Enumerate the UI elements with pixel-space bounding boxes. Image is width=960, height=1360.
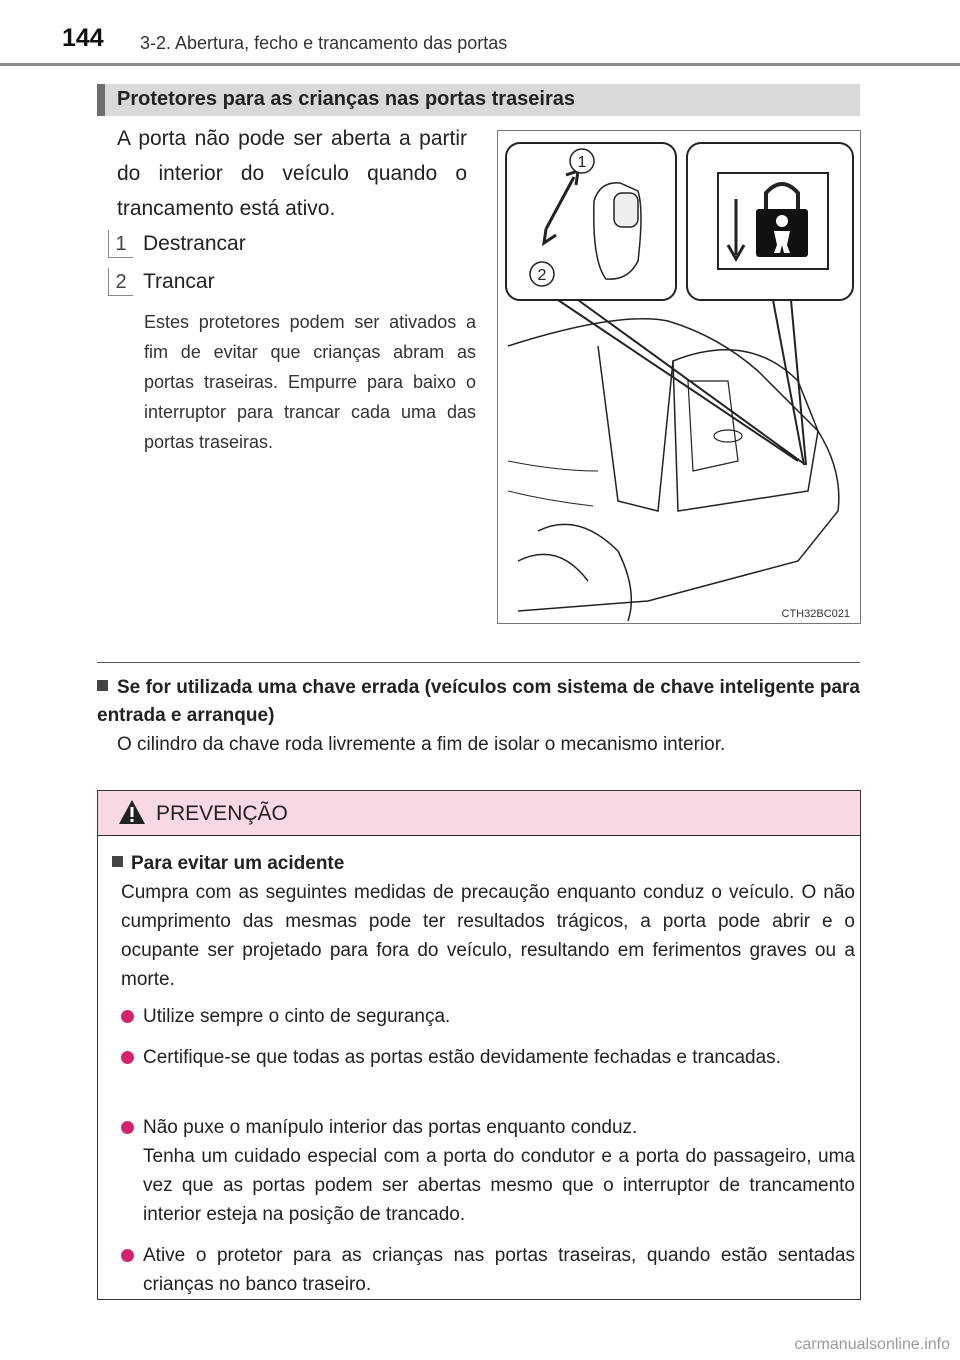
warning-subheading-text: Para evitar um acidente	[131, 853, 345, 874]
chapter-title: 3-2. Abertura, fecho e trancamento das portas	[140, 33, 508, 53]
item-number-badge: 2	[108, 268, 133, 296]
tip-body: O cilindro da chave roda livremente a fim de isolar o mecanismo interior.	[117, 734, 726, 755]
warning-bullet	[121, 1043, 855, 1072]
child-lock-illustration	[497, 130, 861, 624]
warning-title: PREVENÇÃO	[156, 802, 288, 825]
bullet-text: Ative o protetor para as crianças nas portas traseiras, quando estão sentadas crianças no banco traseiro.	[143, 1245, 855, 1295]
child-lock-icon	[718, 173, 828, 269]
header-rule	[0, 63, 960, 66]
svg-text:1: 1	[577, 154, 587, 171]
warning-triangle-icon	[118, 799, 146, 825]
warning-header	[98, 791, 860, 836]
item-number-badge: 1	[108, 230, 133, 258]
warning-bullet	[121, 1241, 855, 1299]
callout-2	[530, 262, 554, 286]
callout-1	[570, 149, 594, 173]
item-label: Trancar	[143, 270, 215, 293]
illustration-svg	[498, 131, 860, 623]
tip-heading-text: Se for utilizada uma chave errada (veículos com sistema de chave inteligente para entrada e arranque)	[97, 677, 860, 726]
bullet-extra-text: Tenha um cuidado especial com a porta do condutor e a porta do passageiro, uma vez que as portas podem ser abertas mesmo que o interruptor de trancamento interior esteja na posição de trancado.	[143, 1146, 855, 1225]
section-title: Protetores para as crianças nas portas traseiras	[117, 88, 576, 110]
bullet-dot-icon	[121, 1121, 134, 1134]
illustration-code: CTH32BC021	[781, 608, 850, 620]
warning-paragraph: Cumpra com as seguintes medidas de precaução enquanto conduz o veículo. O não cumprimento das mesmas pode ter resultados trágicos, a porta pode abrir e o ocupante ser projetado para fora do veículo, resultando em ferimentos graves ou a morte.	[121, 882, 855, 990]
section-divider	[97, 662, 860, 663]
item-label: Destrancar	[143, 232, 246, 255]
warning-bullet	[121, 1113, 855, 1229]
warning-bullet	[121, 1002, 855, 1031]
warning-box	[97, 790, 861, 1300]
bullet-dot-icon	[121, 1010, 134, 1023]
section-title-bar	[97, 84, 860, 116]
bullet-text: Certifique-se que todas as portas estão devidamente fechadas e trancadas.	[143, 1047, 781, 1068]
square-bullet-icon	[97, 680, 108, 691]
bullet-text: Não puxe o manípulo interior das portas enquanto conduz.	[143, 1117, 638, 1138]
svg-text:2: 2	[537, 267, 547, 284]
bullet-dot-icon	[121, 1051, 134, 1064]
watermark: carmanualsonline.info	[794, 1336, 950, 1353]
bullet-text: Utilize sempre o cinto de segurança.	[143, 1006, 451, 1027]
intro-text: A porta não pode ser aberta a partir do interior do veículo quando o trancamento está ativo.	[117, 127, 467, 220]
tip-heading	[97, 674, 860, 730]
note-text: Estes protetores podem ser ativados a fim de evitar que crianças abram as portas traseiras. Empurre para baixo o interruptor para trancar cada uma das portas traseiras.	[144, 312, 476, 452]
page-number: 144	[62, 24, 104, 52]
square-bullet-icon	[112, 856, 123, 867]
warning-subheading	[112, 853, 344, 875]
bullet-dot-icon	[121, 1249, 134, 1262]
